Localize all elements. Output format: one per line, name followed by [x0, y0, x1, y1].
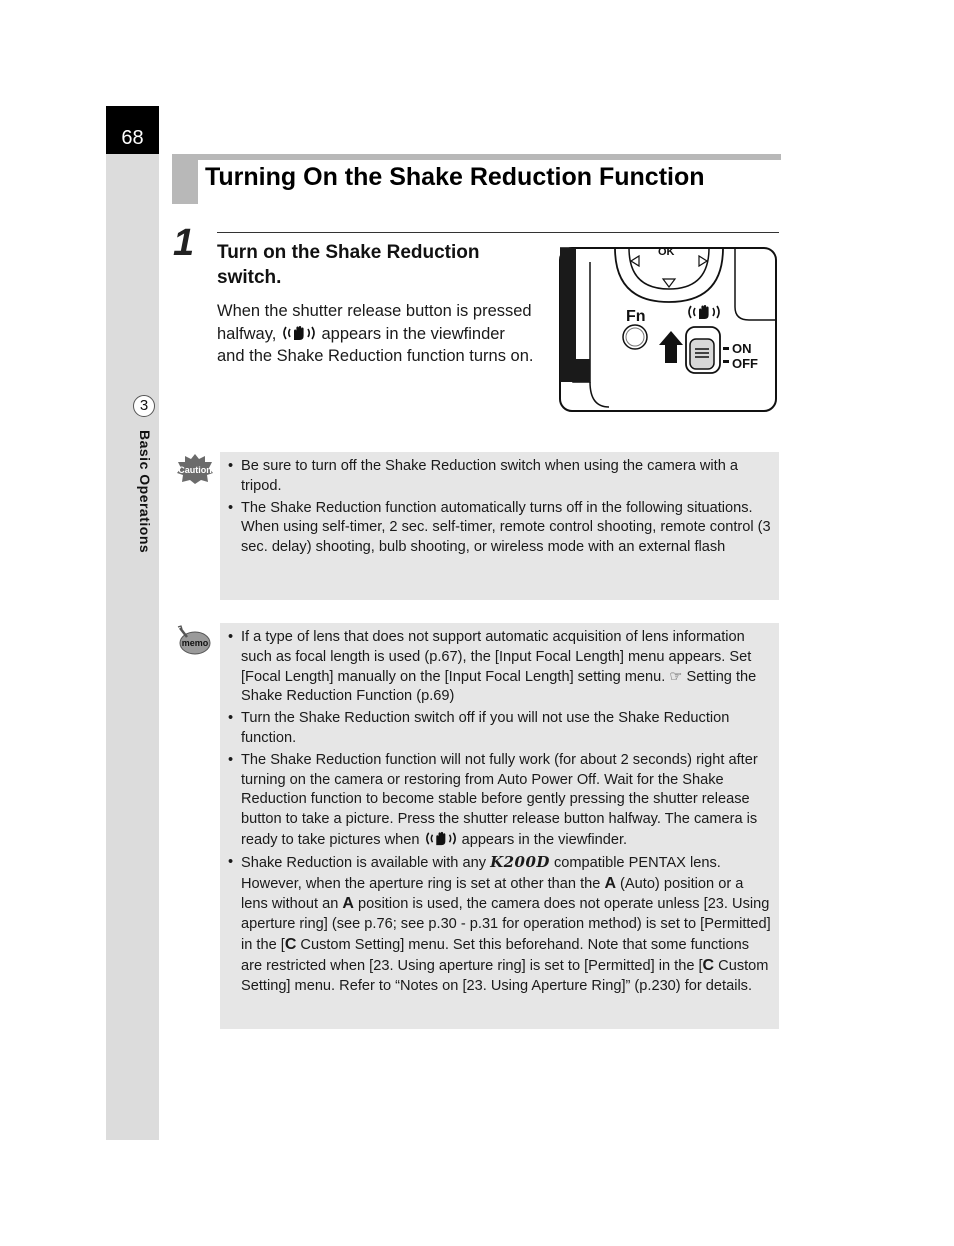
- section-title: Turning On the Shake Reduction Function: [205, 163, 705, 191]
- step-number: 1: [173, 222, 195, 264]
- memo-item: [228, 628, 771, 707]
- memo-text-part: Custom Setting] menu. Refer to “Notes on [23. Using Aperture Ring]” (p.230) for details.: [241, 957, 769, 994]
- custom-c-symbol: C: [284, 935, 297, 953]
- step-body-text-1: When the shutter release button is pressed halfway,: [217, 302, 532, 343]
- off-label: OFF: [732, 356, 758, 371]
- caution-icon-label: Caution: [178, 465, 212, 475]
- caution-item: [228, 457, 771, 497]
- memo-text-part: compatible PENTAX lens. However, when the aperture ring is set at other than the: [241, 854, 721, 892]
- title-bar-top: [172, 154, 781, 160]
- memo-item-text: If a type of lens that does not support automatic acquisition of lens information such as focal length is used (p.67), the [Input Focal Length] menu appears. Set [Focal Length] manually on the [Input Focal Length] setting menu. ☞ Setting the Shake Reduction Function (p.69): [241, 629, 757, 705]
- memo-box: [220, 623, 779, 1029]
- caution-icon: [176, 453, 214, 485]
- fn-label: Fn: [626, 308, 646, 325]
- memo-item: [228, 853, 771, 997]
- memo-item-text: appears in the viewfinder.: [457, 831, 628, 848]
- memo-text-part: Shake Reduction is available with any: [241, 854, 491, 871]
- memo-list: [228, 628, 771, 998]
- chapter-title: Basic Operations: [137, 430, 153, 554]
- page-number-box: [106, 106, 159, 154]
- memo-icon-label: memo: [181, 638, 209, 648]
- step-body-text-2: appears in the viewfinder and the Shake Reduction function turns on.: [217, 324, 534, 365]
- memo-item: [228, 709, 771, 749]
- chapter-label: [133, 430, 157, 580]
- caution-item-text: The Shake Reduction function automatically turns off in the following situations.: [241, 499, 753, 516]
- caution-item: [228, 499, 771, 558]
- memo-item: [228, 751, 771, 851]
- camera-switch-illustration: [559, 247, 777, 412]
- aperture-a-symbol: A: [604, 874, 616, 892]
- custom-c-symbol: C: [702, 956, 715, 974]
- memo-item-text: Turn the Shake Reduction switch off if you will not use the Shake Reduction function.: [241, 710, 730, 746]
- memo-text-part: position is used, the camera does not operate unless [23. Using aperture ring] (see p.76; see p.30 - p.31 for operation method) is set to [Permitted] in the [: [241, 896, 771, 953]
- ok-label: OK: [658, 247, 675, 258]
- memo-text-part: Custom Setting] menu. Set this beforehand. Note that some functions are restricted when [23. Using aperture ring] is set to [Permitted] in the [: [241, 936, 750, 974]
- shake-reduction-icon: [424, 830, 458, 847]
- shake-reduction-icon: [281, 324, 317, 342]
- caution-box: [220, 452, 779, 600]
- chapter-number: 3: [133, 395, 155, 417]
- caution-list: [228, 457, 771, 560]
- caution-item-text: Be sure to turn off the Shake Reduction switch when using the camera with a tripod.: [241, 458, 739, 494]
- step-body: [217, 300, 537, 368]
- memo-icon: [177, 625, 211, 657]
- page-number: 68: [121, 127, 144, 149]
- step-rule: [217, 232, 779, 233]
- memo-text-part: (Auto) position or a lens without an: [241, 875, 744, 913]
- step-heading: Turn on the Shake Reduction switch.: [217, 242, 480, 288]
- on-label: ON: [732, 341, 752, 356]
- side-strip: [106, 106, 159, 1140]
- fn-button: [623, 325, 647, 349]
- k200d-logo: K200D: [490, 852, 550, 871]
- title-bar-left: [172, 154, 198, 204]
- caution-item-continuation: When using self-timer, 2 sec. self-timer, remote control shooting, remote control (3 sec. delay) shooting, bulb shooting, or wireless mode with an external flash: [241, 519, 771, 556]
- memo-item-text: The Shake Reduction function will not fully work (for about 2 seconds) right after turning on the camera or restoring from Auto Power Off. Wait for the Shake Reduction function to become stable before gently pressing the shutter release button to take a picture. Press the shutter release button halfway. The camera is ready to take pictures when: [241, 751, 758, 848]
- aperture-a-symbol: A: [342, 895, 354, 913]
